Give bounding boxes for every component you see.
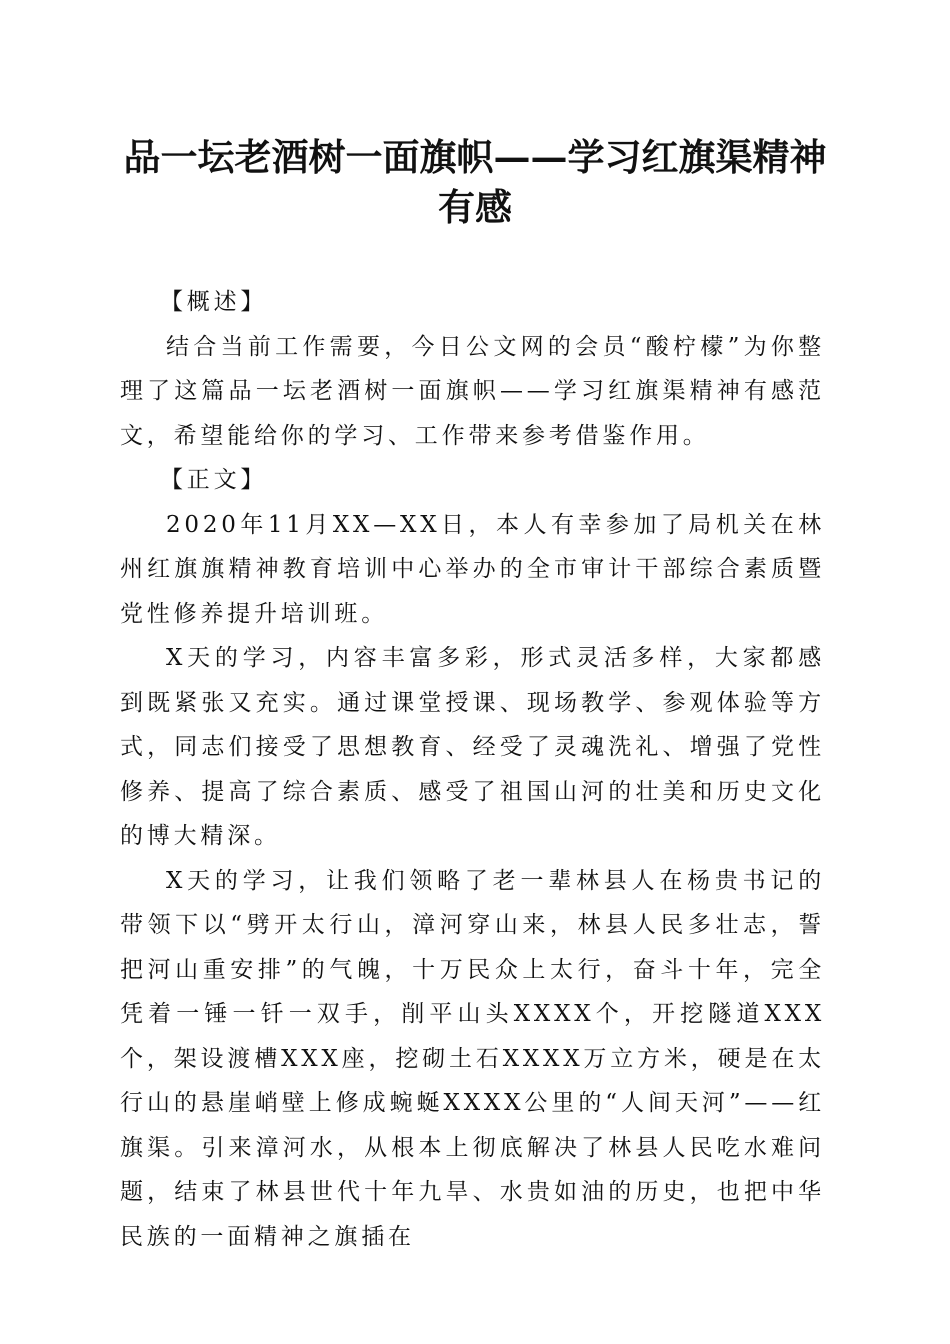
body-paragraph-1: 2020年11月XX—XX日，本人有幸参加了局机关在林州红旗旗精神教育培训中心举办的全市审计干部综合素质暨党性修养提升培训班。 (120, 511, 825, 627)
body-heading: 【正文】 (160, 467, 268, 493)
overview-paragraph: 结合当前工作需要，今日公文网的会员“酸柠檬”为你整理了这篇品一坛老酒树一面旗帜——学习红旗渠精神有感范文，希望能给你的学习、工作带来参考借鉴作用。 (120, 333, 825, 449)
overview-heading: 【概述】 (160, 289, 268, 315)
body-paragraph-2: X天的学习，内容丰富多彩，形式灵活多样，大家都感到既紧张又充实。通过课堂授课、现场教学、参观体验等方式，同志们接受了思想教育、经受了灵魂洗礼、增强了党性修养、提高了综合素质、感受了祖国山河的壮美和历史文化的博大精深。 (120, 645, 825, 849)
document-title: 品一坛老酒树一面旗帜——学习红旗渠精神有感 (123, 135, 827, 229)
document-body (120, 280, 825, 1259)
body-paragraph-3: X天的学习，让我们领略了老一辈林县人在杨贵书记的带领下以“劈开太行山，漳河穿山来，林县人民多壮志，誓把河山重安排”的气魄，十万民众上太行，奋斗十年，完全凭着一锤一钎一双手，削平山头XXXX个，开挖隧道XXX个，架设渡槽XXX座，挖砌土石XXXX万立方米，硬是在太行山的悬崖峭壁上修成蜿蜒XXXX公里的“人间天河”——红旗渠。引来漳河水，从根本上彻底解决了林县人民吃水难问题，结束了林县世代十年九旱、水贵如油的历史，也把中华民族的一面精神之旗插在 (120, 867, 825, 1250)
